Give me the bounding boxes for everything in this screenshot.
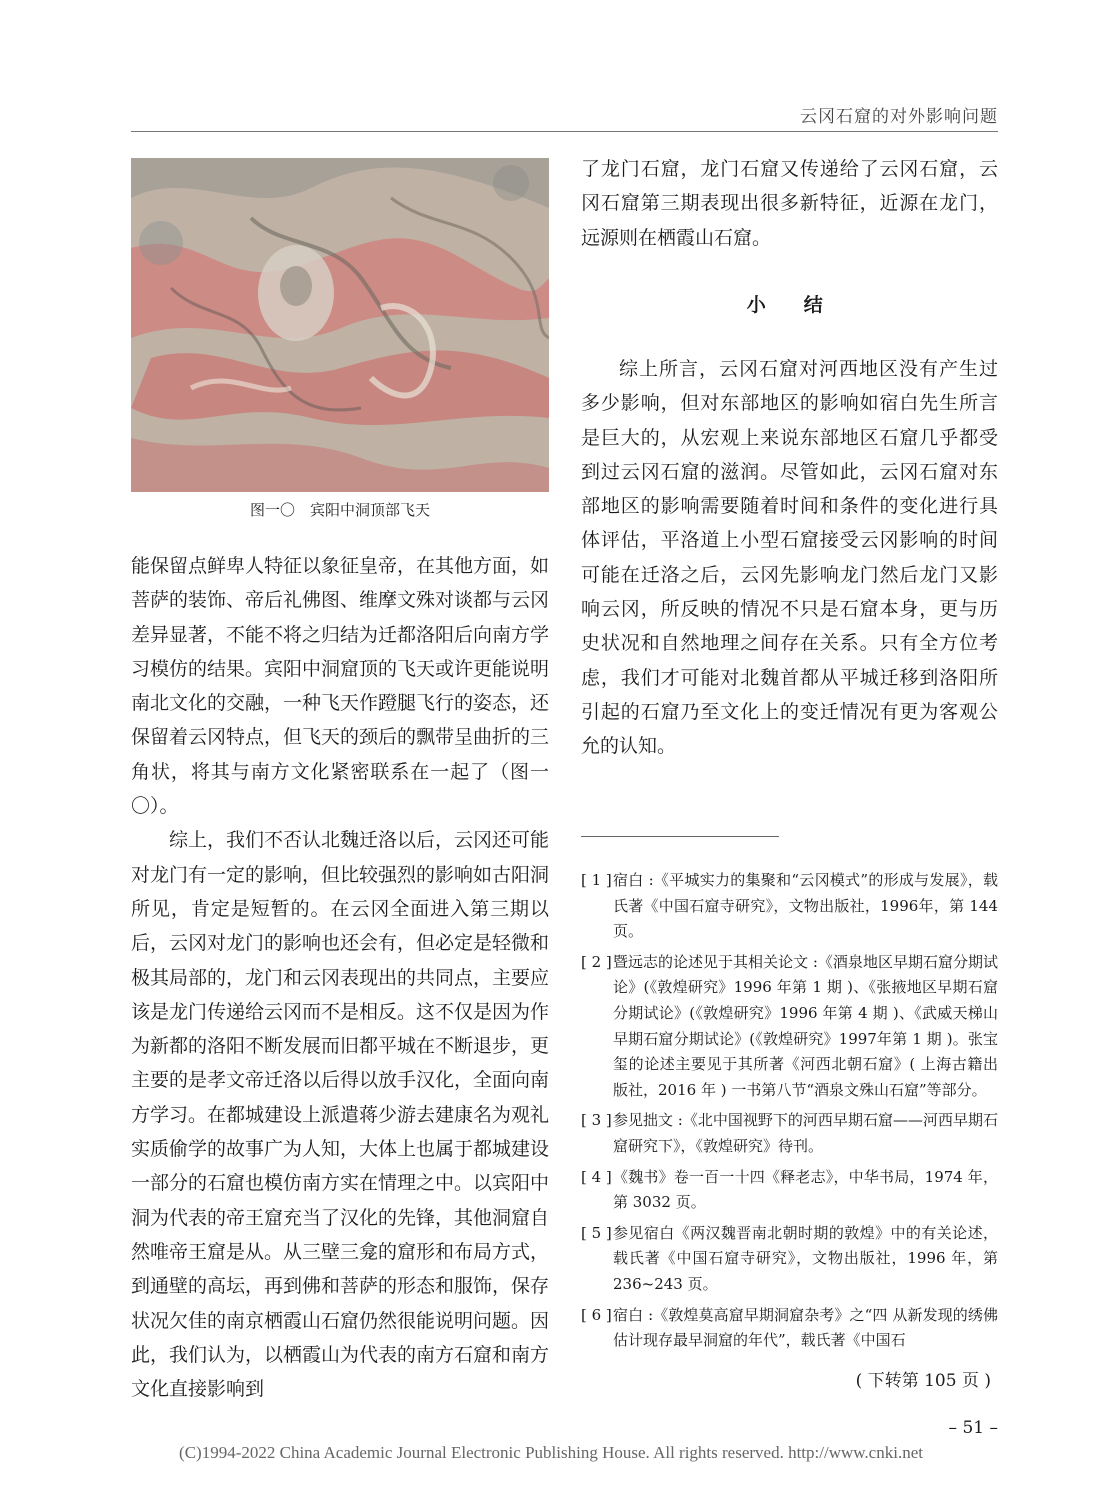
copyright-notice: (C)1994-2022 China Academic Journal Electronic Publishing House. All rights reserved. http://www.cnki.net bbox=[179, 1443, 923, 1462]
footnote-number: [ 4 ] bbox=[581, 1167, 612, 1186]
paragraph: 综上所言，云冈石窟对河西地区没有产生过多少影响，但对东部地区的影响如宿白先生所言是巨大的，从宏观上来说东部地区石窟几乎都受到过云冈石窟的滋润。尽管如此，云冈石窟对东部地区的影响需要随着时间和条件的变化进行具体评估，平洛道上小型石窟接受云冈影响的时间可能在迁洛之后，云冈先影响龙门然后龙门又影响云冈，所反映的情况不只是石窟本身，更与历史状况和自然地理之间存在关系。只有全方位考虑，我们才可能对北魏首都从平城迁移到洛阳所引起的石窟乃至文化上的变迁情况有更为客观公允的认知。 bbox=[581, 358, 998, 758]
footnote-number: [ 2 ] bbox=[581, 952, 612, 971]
footnote bbox=[581, 950, 998, 1104]
footnote bbox=[581, 1165, 998, 1216]
paragraph: 了龙门石窟，龙门石窟又传递给了云冈石窟，云冈石窟第三期表现出很多新特征，近源在龙门，远源则在栖霞山石窟。 bbox=[581, 158, 998, 249]
mural-photo bbox=[131, 158, 549, 492]
page-number: – 51 – bbox=[948, 1418, 998, 1438]
footnotes bbox=[581, 868, 998, 1359]
mural-flying-apsaras-image bbox=[131, 158, 549, 492]
paragraph: 能保留点鲜卑人特征以象征皇帝，在其他方面，如菩萨的装饰、帝后礼佛图、维摩文殊对谈都与云冈差异显著，不能不将之归结为迁都洛阳后向南方学习模仿的结果。宾阳中洞窟顶的飞天或许更能说明南北文化的交融，一种飞天作蹬腿飞行的姿态，还保留着云冈特点，但飞天的颈后的飘带呈曲折的三角状，将其与南方文化紧密联系在一起了（图一〇）。 bbox=[131, 555, 550, 818]
footnote bbox=[581, 1303, 998, 1354]
continued-note: ( 下转第 105 页 ) bbox=[855, 1371, 991, 1391]
footnote-number: [ 6 ] bbox=[581, 1305, 612, 1324]
header-rule bbox=[131, 131, 998, 132]
footnote bbox=[581, 868, 998, 945]
footnote-text: 宿白 :《平城实力的集聚和“云冈模式”的形成与发展》，载氏著《中国石窟寺研究》，文物出版社，1996年，第 144 页。 bbox=[613, 871, 998, 941]
footnote-text: 暨远志的论述见于其相关论文 :《酒泉地区早期石窟分期试论》(《敦煌研究》1996 年第 1 期 )、《张掖地区早期石窟分期试论》(《敦煌研究》1996 年第 4 期 )、《武威天梯山早期石窟分期试论》(《敦煌研究》1997年第 1 期 )。张宝玺的论述主要见于其所著《河西北朝石窟》( 上海古籍出版社，2016 年 ) 一书第八节“酒泉文殊山石窟”等部分。 bbox=[613, 952, 998, 1099]
footnote-number: [ 3 ] bbox=[581, 1111, 612, 1130]
footnote-text: 参见宿白《两汉魏晋南北朝时期的敦煌》中的有关论述，载氏著《中国石窟寺研究》，文物出版社，1996 年，第 236~243 页。 bbox=[613, 1223, 998, 1293]
left-column bbox=[131, 549, 549, 1406]
right-column-summary bbox=[581, 352, 998, 764]
footnote-text: 《魏书》卷一百一十四《释老志》，中华书局，1974 年，第 3032 页。 bbox=[613, 1167, 998, 1212]
footnote bbox=[581, 1221, 998, 1298]
section-title: 小 结 bbox=[746, 294, 833, 316]
right-column-continuation bbox=[581, 152, 998, 255]
footnote bbox=[581, 1108, 998, 1159]
running-title: 云冈石窟的对外影响问题 bbox=[800, 107, 998, 127]
footnote-text: 参见拙文 :《北中国视野下的河西早期石窟——河西早期石窟研究下》，《敦煌研究》待刊。 bbox=[613, 1111, 998, 1155]
paragraph: 综上，我们不否认北魏迁洛以后，云冈还可能对龙门有一定的影响，但比较强烈的影响如古阳洞所见，肯定是短暂的。在云冈全面进入第三期以后，云冈对龙门的影响也还会有，但必定是轻微和极其局部的，龙门和云冈表现出的共同点，主要应该是龙门传递给云冈而不是相反。这不仅是因为作为新都的洛阳不断发展而旧都平城在不断退步，更主要的是孝文帝迁洛以后得以放手汉化，全面向南方学习。在都城建设上派遣蒋少游去建康名为观礼实质偷学的故事广为人知，大体上也属于都城建设一部分的石窟也模仿南方实在情理之中。以宾阳中洞为代表的帝王窟充当了汉化的先锋，其他洞窟自然唯帝王窟是从。从三壁三龛的窟形和布局方式，到通壁的高坛，再到佛和菩萨的形态和服饰，保存状况欠佳的南京栖霞山石窟仍然很能说明问题。因此，我们认为，以栖霞山为代表的南方石窟和南方文化直接影响到 bbox=[131, 829, 550, 1401]
footnote-text: 宿白 :《敦煌莫高窟早期洞窟杂考》之“四 从新发现的绣佛估计现存最早洞窟的年代”，载氏著《中国石 bbox=[613, 1305, 998, 1350]
footnote-rule bbox=[581, 836, 779, 837]
footnote-number: [ 5 ] bbox=[581, 1223, 612, 1242]
figure-caption: 图一〇 宾阳中洞顶部飞天 bbox=[249, 501, 430, 519]
footnote-number: [ 1 ] bbox=[581, 871, 612, 889]
